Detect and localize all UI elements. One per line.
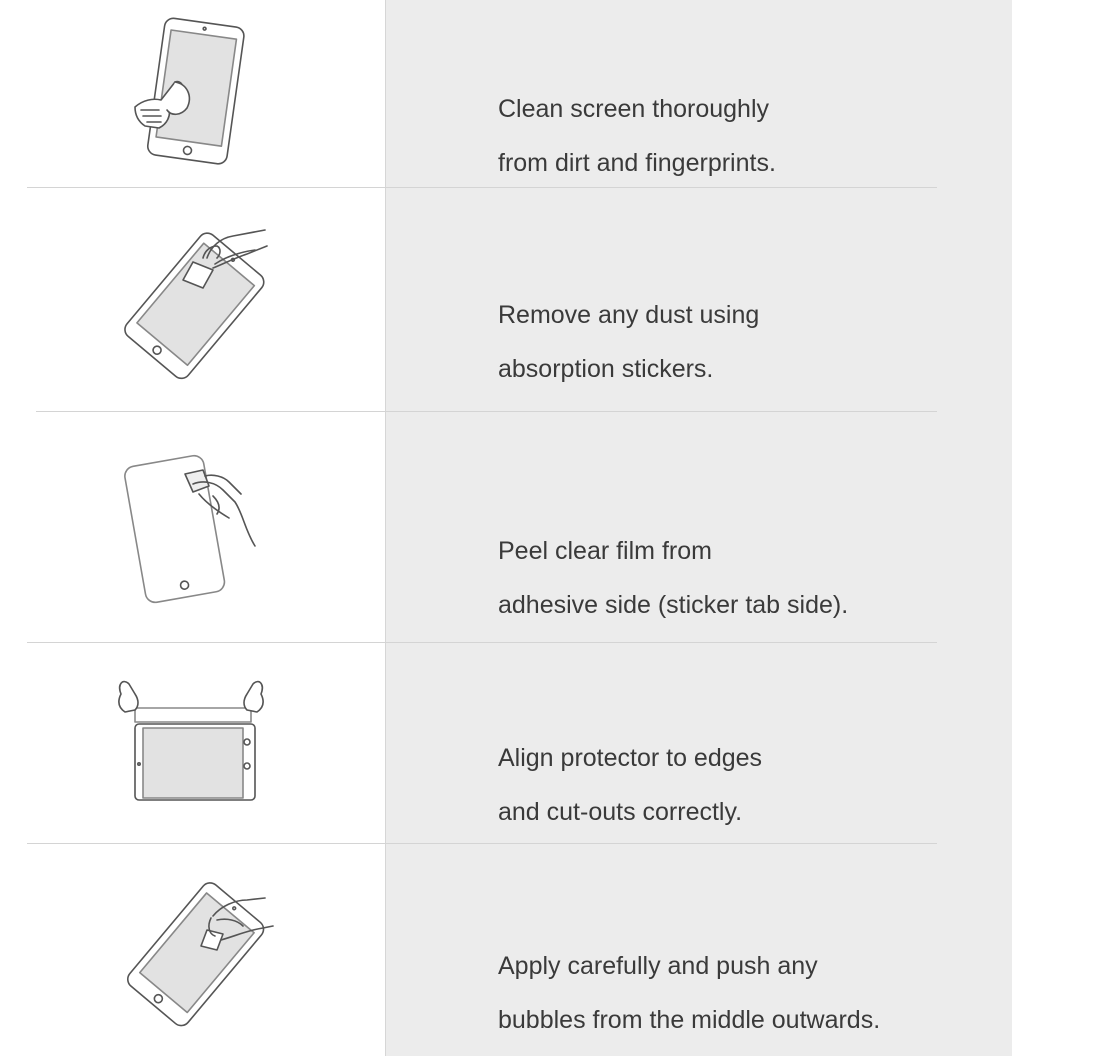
tablet-cleaning-icon — [95, 12, 295, 182]
panel-divider — [385, 0, 386, 1056]
step-line: Apply carefully and push any — [498, 952, 818, 980]
step-line: Clean screen thoroughly — [498, 95, 769, 123]
step-line: bubbles from the middle outwards. — [498, 1006, 881, 1034]
step-line: and cut-outs correctly. — [498, 798, 743, 826]
step-line: Remove any dust using — [498, 301, 760, 329]
peel-film-icon — [95, 446, 295, 616]
step-text — [498, 718, 998, 853]
step-line: absorption stickers. — [498, 355, 714, 383]
step-line: from dirt and fingerprints. — [498, 149, 776, 177]
step-line: Peel clear film from — [498, 537, 712, 565]
row-divider — [36, 411, 937, 412]
step-text — [498, 511, 998, 646]
push-bubbles-icon — [95, 870, 295, 1040]
step-line: adhesive side (sticker tab side). — [498, 591, 849, 619]
step-text — [498, 926, 998, 1061]
align-protector-icon — [95, 664, 295, 834]
step-text — [498, 69, 998, 204]
step-text — [498, 275, 998, 410]
step-line: Align protector to edges — [498, 744, 763, 772]
dust-sticker-icon — [95, 210, 295, 380]
